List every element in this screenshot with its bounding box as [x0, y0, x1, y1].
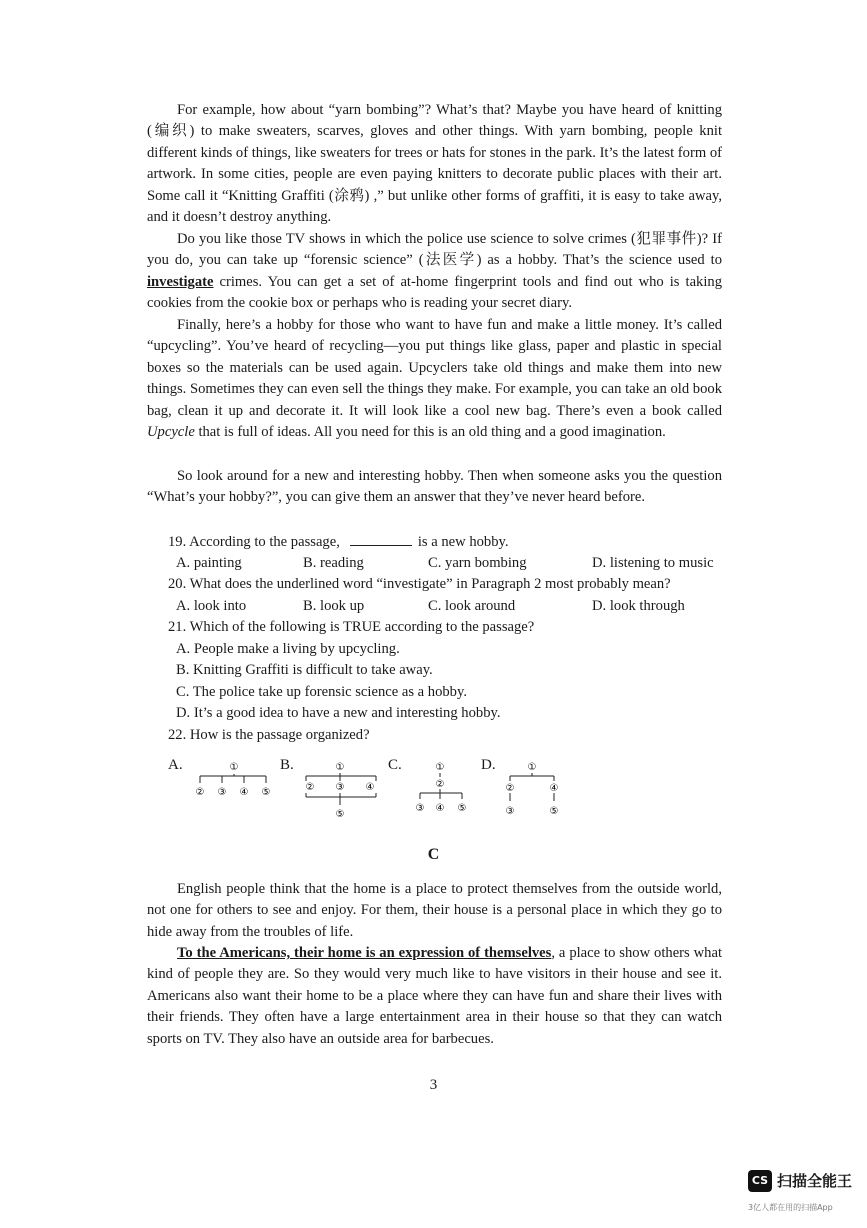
answer-blank[interactable]: [350, 531, 412, 546]
paragraph-conclusion: So look around for a new and interesting hobby. Then when someone asks you the question “What’s your hobby?”, you can give them an answer that they’ve never heard before.: [147, 468, 722, 506]
watermark-tagline: 3亿人都在用的扫描App: [748, 1203, 833, 1212]
node-1: ①: [229, 762, 239, 773]
q19-option-a[interactable]: A. painting: [176, 555, 242, 571]
node-1: ①: [527, 762, 537, 773]
node-5: ⑤: [457, 803, 467, 814]
node-4: ④: [435, 803, 445, 814]
q22-option-d-label[interactable]: D.: [481, 757, 496, 773]
q22-option-b-label[interactable]: B.: [280, 757, 294, 773]
q21-option-b[interactable]: B. Knitting Graffiti is difficult to take away.: [176, 662, 433, 678]
section-heading-c: C: [427, 846, 440, 863]
node-5: ⑤: [549, 806, 559, 817]
q19-option-b[interactable]: B. reading: [303, 555, 364, 571]
paragraph-upcycling: Finally, here’s a hobby for those who want to have fun and make a little money. It’s called “upcycling”. You’ve heard of recycling—you put things like glass, paper and plastic in special boxes so the materials can be used again. Upcyclers take old things and make them into new things. Sometimes they can even sell the things they make. For example, you can take an old book bag, clean it up and decorate it. It will look like a cool new bag. There’s even a book called Upcycle that is full of ideas. All you need for this is an old thing and a good imagination.: [147, 317, 722, 441]
paragraph-american-home: To the Americans, their home is an expression of themselves, a place to show others what kind of people they are. So they would very much like to have visitors in their house and see it. Americans also want their home to be a place where they can have fun and share their lives with their friends. They often have a large entertainment area in their house so that they can watch sports on TV. They also have an outside area for barbecues.: [147, 945, 722, 1047]
page-number: 3: [429, 1077, 438, 1093]
question-19-stem: 19. According to the passage, is a new hobby.: [168, 531, 509, 553]
q20-option-a[interactable]: A. look into: [176, 598, 247, 614]
node-4: ④: [549, 783, 559, 794]
node-2: ②: [195, 787, 205, 798]
node-4: ④: [365, 782, 375, 793]
node-2: ②: [305, 782, 315, 793]
q20-option-c[interactable]: C. look around: [428, 598, 516, 614]
underlined-word-investigate: investigate: [147, 273, 214, 290]
q22-diagram-b[interactable]: [298, 757, 380, 823]
q20-option-d[interactable]: D. look through: [592, 598, 685, 614]
q22-option-a-label[interactable]: A.: [168, 757, 183, 773]
question-21-stem: 21. Which of the following is TRUE according to the passage?: [168, 619, 535, 635]
watermark-app-name: 扫描全能王: [777, 1172, 853, 1190]
node-5: ⑤: [335, 809, 345, 820]
q22-option-c-label[interactable]: C.: [388, 757, 402, 773]
q22-diagram-a[interactable]: [188, 757, 278, 801]
camscanner-logo-icon: CS: [748, 1170, 772, 1192]
paragraph-yarn-bombing: For example, how about “yarn bombing”? What’s that? Maybe you have heard of knitting (编织) to make sweaters, scarves, gloves and other things. With yarn bombing, people knit different kinds of things, like sweaters for trees or hats for stones in the park. It’s the latest form of artwork. In some cities, people are even paying knitters to decorate public places with their art. Some call it “Knitting Graffiti (涂鸦) ,” but unlike other forms of graffiti, it is easy to take away, and it doesn’t destroy anything.: [147, 102, 722, 226]
question-20-stem: 20. What does the underlined word “investigate” in Paragraph 2 most probably mean?: [168, 576, 671, 592]
node-5: ⑤: [261, 787, 271, 798]
node-3: ③: [505, 806, 515, 817]
paragraph-english-home: English people think that the home is a place to protect themselves from the outside world, not one for others to see and enjoy. For them, their house is a personal place in which they go to hide away from the troubles of life.: [147, 881, 722, 940]
paragraph-forensic-science: Do you like those TV shows in which the police use science to solve crimes (犯罪事件)? If you do, you can take up “forensic science” (法医学) as a hobby. That’s the science used to investigate crimes. You can get a set of at-home fingerprint tools and find out who is taking cookies from the cookie box or perhaps who is reading your secret diary.: [147, 231, 722, 312]
q19-option-d[interactable]: D. listening to music: [592, 555, 714, 571]
node-1: ①: [335, 762, 345, 773]
q21-option-c[interactable]: C. The police take up forensic science as a hobby.: [176, 684, 467, 700]
node-3: ③: [217, 787, 227, 798]
question-22-stem: 22. How is the passage organized?: [168, 727, 370, 743]
node-2: ②: [505, 783, 515, 794]
q22-diagram-d[interactable]: [498, 757, 570, 821]
node-4: ④: [239, 787, 249, 798]
q21-option-d[interactable]: D. It’s a good idea to have a new and interesting hobby.: [176, 705, 501, 721]
q21-option-a[interactable]: A. People make a living by upcycling.: [176, 641, 400, 657]
book-title-upcycle: Upcycle: [147, 424, 195, 441]
node-3: ③: [335, 782, 345, 793]
node-2: ②: [435, 779, 445, 790]
q19-option-c[interactable]: C. yarn bombing: [428, 555, 527, 571]
node-1: ①: [435, 762, 445, 773]
node-3: ③: [415, 803, 425, 814]
underlined-sentence: To the Americans, their home is an expression of themselves: [177, 945, 552, 961]
q22-diagram-c[interactable]: [410, 757, 474, 817]
q20-option-b[interactable]: B. look up: [303, 598, 365, 614]
